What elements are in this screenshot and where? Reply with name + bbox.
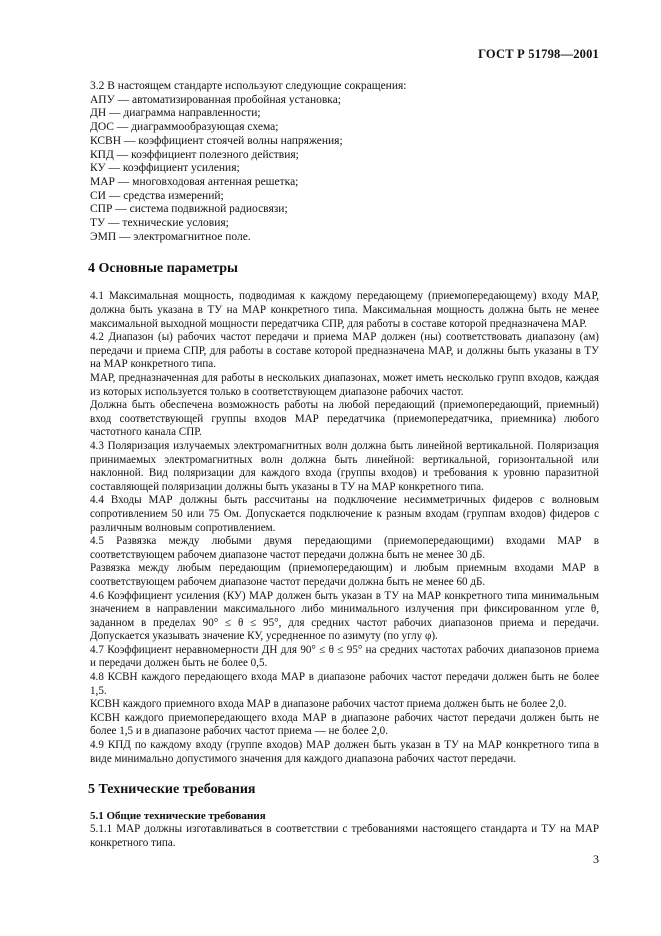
paragraph: 4.7 Коэффициент неравномерности ДН для 90° ≤ θ ≤ 95° на средних частотах рабочих диапазонов приема и передачи должен быть не более 0,5. [90, 643, 599, 670]
paragraph: 4.3 Поляризация излучаемых электромагнитных волн должна быть линейной вертикальной. Поляризация принимаемых электромагнитных волн должна быть линейной: вертикальной, горизонтальной или наклонной. Вид поляризации для каждого входа (группы входов) и требования к уровню паразитной составляющей поляризации должны быть указаны в ТУ на МАР конкретного типа. [90, 439, 599, 493]
paragraph: КСВН каждого приемопередающего входа МАР в диапазоне рабочих частот передачи должен быть не более 1,5 и в диапазоне рабочих частот приема — не более 2,0. [90, 711, 599, 738]
abbreviation-item: СПР — система подвижной радиосвязи; [90, 203, 288, 216]
abbreviation-item: ДОС — диаграммообразующая схема; [90, 121, 279, 134]
abbreviation-item: ЭМП — электромагнитное поле. [90, 230, 251, 243]
paragraph: Должна быть обеспечена возможность работы на любой передающий (приемопередающий, приемный) вход соответствующей группы входов МАР передатчика (приемопередатчика, приемника) любого частотного канала СПР. [90, 399, 599, 439]
page-content [90, 80, 599, 850]
section-4-body [90, 290, 599, 766]
paragraph: МАР, предназначенная для работы в нескольких диапазонах, может иметь несколько групп входов, каждая из которых используется только в соответствующем диапазоне рабочих частот. [90, 372, 599, 398]
section-5-title: 5 Технические требования [88, 782, 256, 798]
paragraph: 4.8 КСВН каждого передающего входа МАР в диапазоне рабочих частот передачи должен быть не более 1,5. [90, 671, 599, 697]
abbreviations-list [90, 80, 599, 244]
abbreviation-item: КУ — коэффициент усиления; [90, 162, 240, 175]
paragraph: 4.4 Входы МАР должны быть рассчитаны на подключение несимметричных фидеров с волновым сопротивлением 50 или 75 Ом. Допускается подключение к разным входам (группам входов) фидеров с различным волновым сопротивлением. [90, 494, 599, 534]
paragraph: 4.9 КПД по каждому входу (группе входов) МАР должен быть указан в ТУ на МАР конкретного типа в виде минимально допустимого значения для каждого диапазона рабочих частот передачи. [90, 739, 599, 765]
abbreviation-item: МАР — многовходовая антенная решетка; [90, 175, 299, 188]
abbreviation-item: АПУ — автоматизированная пробойная установка; [90, 93, 342, 106]
abbreviation-item: ТУ — технические условия; [90, 217, 229, 230]
page-number: 3 [593, 852, 599, 866]
paragraph: Развязка между любым передающим (приемопередающим) и любым приемным входами МАР в соответствующем рабочем диапазоне частот передачи должна быть не менее 60 дБ. [90, 562, 599, 588]
abbreviations-intro: 3.2 В настоящем стандарте используют следующие сокращения: [90, 80, 407, 92]
paragraph: КСВН каждого приемного входа МАР в диапазоне рабочих частот приема должен быть не более 2,0. [90, 698, 567, 711]
section-4-title: 4 Основные параметры [88, 261, 238, 277]
abbreviation-item: СИ — средства измерений; [90, 189, 224, 202]
document-header: ГОСТ Р 51798—2001 [478, 47, 599, 61]
paragraph: 4.5 Развязка между любыми двумя передающими (приемопередающими) входами МАР в соответствующем рабочем диапазоне частот передачи должна быть не менее 30 дБ. [90, 535, 599, 561]
paragraph: 4.2 Диапазон (ы) рабочих частот передачи и приема МАР должен (ны) соответствовать диапазону (ам) передачи и приема СПР, для работы в составе которой предназначена МАР, и должны быть указаны в ТУ на МАР конкретного типа. [90, 331, 599, 371]
paragraph: 4.6 Коэффициент усиления (КУ) МАР должен быть указан в ТУ на МАР конкретного типа минимальным значением в направлении максимального либо минимального излучения при фиксированном угле θ, заданном в пределах 90° ≤ θ ≤ 95°, для средних частот рабочих диапазонов приема и передачи. Допускается указывать значение КУ, усредненное по азимуту (по углу φ). [90, 589, 599, 643]
abbreviation-item: КПД — коэффициент полезного действия; [90, 148, 299, 161]
paragraph: 4.1 Максимальная мощность, подводимая к каждому передающему (приемопередающему) входу МАР, должна быть указана в ТУ на МАР конкретного типа. Максимальная мощность должна быть не менее максимальной выходной мощности передатчика СПР, для работы в составе которой предназначена МАР. [90, 290, 599, 330]
subsection-5-1-title: 5.1 Общие технические требования [90, 810, 266, 823]
abbreviation-item: ДН — диаграмма направленности; [90, 107, 261, 120]
paragraph: 5.1.1 МАР должны изготавливаться в соответствии с требованиями настоящего стандарта и ТУ на МАР конкретного типа. [90, 823, 599, 849]
abbreviation-item: КСВН — коэффициент стоячей волны напряжения; [90, 134, 343, 147]
